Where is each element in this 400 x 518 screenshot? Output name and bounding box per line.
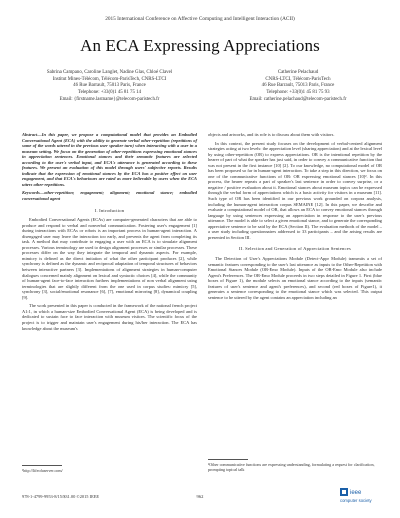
author-phone: Telephone: +33(0)1 45 81 75 93	[266, 90, 330, 96]
author-address: 46 Rue Barrault, 75013 Paris, France	[73, 83, 146, 89]
isbn-copyright: 978-1-4799-9953-8/15/$31.00 ©2015 IEEE	[22, 494, 100, 499]
page-number: 962	[196, 494, 204, 499]
intro-paragraph-2: The work presented in this paper is conducted in the framework of the national french project A1:1, in which a human-size Embodied Conversational Agent (ECA) is being developed and is dedicated to sustain face to face interaction with museum visitors. The scientific focus of the project is to trigger and maintain user's engagement during his/her interaction. The ECA has knowledge about the museum's	[22, 303, 197, 331]
ieee-computer-society-logo	[340, 486, 376, 504]
author-block-left	[22, 70, 197, 104]
intro-paragraph-1: Embodied Conversational Agents (ECAs) are computer-generated characters that are able to produce and respond to verbal and nonverbal communication. Fostering user's engagement [1] during interactions with ECAs or robots is an important process in human-agent interaction. A disengaged user may leave the interaction too early, and prevents the agent from completing its task. A method that may contribute to engaging a user with an ECA is to simulate alignment processes. Various terminology are used to design alignment processes or similar processes. These processes differ on the way they integrate the temporal and dynamic aspects. For example, mimicry is defined as the direct imitation of what the other participant produces [2], while synchrony is defined as the dynamic and reciprocal adaptation of temporal structures of behaviors between interactive partners [3]. Implementations of alignment strategies in human-computer dialogues concerned mainly alignment on lexical and syntactic choices [4], while the community of human-agent face-to-face interaction furthers implementations of non verbal alignment using terminologies that are slightly different from the one used in corpus studies: mimicry [5], synchrony [3], social/emotional resonance [6], [7], emotional mirroring [8], dynamical coupling [9].	[22, 217, 197, 300]
author-names: Catherine Pelachaud	[277, 70, 319, 75]
footnote-rule-right	[208, 459, 248, 460]
logo-text-top: ieee	[350, 490, 362, 496]
section-1-title: I. Introduction	[94, 207, 125, 213]
author-names: Sabrina Campano, Caroline Langlet, Nadine Glas, Chloé Clavel	[46, 70, 173, 75]
paper-title: An ECA Expressing Appreciations	[80, 36, 320, 55]
right-column	[208, 132, 382, 300]
author-phone: Telephone: +33(0)1 45 81 75 14	[77, 90, 142, 96]
logo-text-bottom: computer society	[340, 498, 372, 503]
left-column	[22, 132, 197, 331]
conference-header: 2015 International Conference on Affective Computing and Intelligent Interaction (ACII)	[105, 16, 295, 22]
author-block-right	[214, 70, 382, 104]
author-email: Email: catherine.pelachaud@telecom-paristech.fr	[249, 96, 347, 102]
author-affiliation: CNRS-LTCI, Télécom-ParisTech	[265, 76, 331, 82]
footnote-right: ²Other communicative functions are expressing understanding, formulating a request for clarification, prompting topical talk	[208, 462, 375, 472]
author-address: 46 Rue Barrault, 75013 Paris, France	[261, 83, 335, 89]
body-paragraph-context: In this context, the present study focuses on the development of verbal-centred alignment strategies acting at two levels: the appreciation level (sharing appreciation) and at the lexical level by using other-repetition (OR) to express appreciations. OR is the intentional repetition by the hearer of part of what the speaker has just said, in order to convey a communicative function that was not present in the first instance [10] [2]. To our knowledge, no computational model of OR has been proposed so far in human-agent interaction. To take a step in this direction, we focus on one of the communicative functions of OR: OR expressing emotional stances [10]². In this process, the hearer repeats a part of speaker's last sentence in order to convey surprise, or a negative / positive evaluation about it. Emotional stances about museum topics can be expressed through the verbal form of appreciations which is a basic activity for visitors in a museum [11]. Such type of OR has been identified in our previous work grounded on corpora analysis, including the human-agent interaction corpus SEMAINE [12]. In this paper, we describe and evaluate a computational model of OR, that allows an ECA to convey emotional stances through language by using sentences expressing an appreciation in response to the user's previous utterance. The model is able to select a given emotional stance, and to generate the corresponding appreciative sentence to be said by the ECA (Section II). The evaluation methods of the model – a user study including questionnaires addressed to 33 participants – and the arising results are presented in Section III.	[208, 140, 382, 240]
body-paragraph-section-2: The Detection of User's Appreciations Module (Detect-Appr Module) transmits a set of semantic features corresponding to the user's last utterance as inputs to the Other-Repetition with Emotional Stances Module (OR-Emo Module). Inputs of the OR-Emo Module also include Agent's Preferences. The OR-Emo Module proceeds in two steps detailed in Figure 1. First (blue boxes of Figure 1), the module selects an emotional stance according to the inputs (semantic features of user's sentence and agent's preferences), and second (red boxes of Figure1), it generates a sentence corresponding to the emotional stance which was selected. This output sentence to be uttered by the agent contains an appreciation including an	[208, 255, 382, 300]
abstract: Abstract—In this paper, we propose a computational model that provides an Embodied Conversational Agent (ECA) with the ability to generate verbal other-repetition (repetitions of some of the words uttered in the previous user speaker turn) when interacting with a user in a museum setting. We focus on the generation of other-repetitions expressing emotional stances in appreciation sentences. Emotional stances and their semantic features are selected according to the user's verbal input, and ECA's utterance is generated according to these features. We present an evaluation of this model through users' subjective reports. Results indicate that the expression of emotional stances by the ECA has a positive effect on user engagement, and that ECA's behaviours are rated as more believable by users when the ECA utters other-repetitions.	[22, 132, 197, 187]
body-paragraph-continued: objects and artworks, and its role is to discuss about them with visitors.	[208, 132, 335, 137]
footnote-rule-left	[22, 465, 62, 466]
footnote-left: ¹http://lifeofaserver.com/	[22, 468, 63, 473]
logo-icon	[340, 486, 376, 504]
keywords: Keywords—other-repetition; engagement; alignment; emotional stance; embodied conversational agent	[22, 190, 197, 202]
section-2-title: II. Selection and Generation of Appreciation Sentences	[239, 246, 351, 252]
author-affiliation: Institut Mines-Télécom, Télécom-ParisTech, CNRS-LTCI	[52, 76, 167, 82]
author-email: Email: {firstname.lastname}@telecom-paristech.fr	[59, 96, 160, 102]
